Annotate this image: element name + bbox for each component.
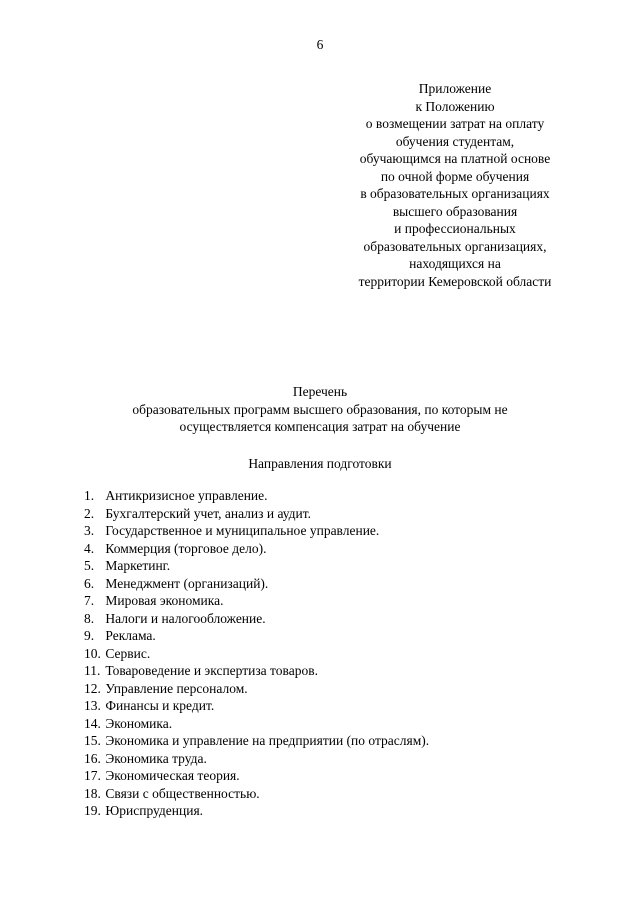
appendix-line: Приложение — [418, 81, 492, 96]
item-number: 13. — [84, 698, 101, 713]
item-text: Бухгалтерский учет, анализ и аудит. — [105, 505, 312, 521]
appendix-line: находящихся на — [409, 256, 501, 271]
item-text: Менеджмент (организаций). — [105, 575, 269, 591]
item-text: Связи с общественностью. — [105, 785, 260, 801]
list-item — [84, 662, 429, 680]
appendix-line: образовательных организациях, — [363, 238, 547, 254]
item-number: 18. — [84, 785, 101, 801]
item-number: 10. — [84, 645, 101, 661]
item-text: Экономическая теория. — [105, 768, 240, 783]
title-heading: Перечень — [292, 384, 348, 399]
list-item — [84, 802, 429, 820]
item-text: Экономика. — [105, 715, 173, 731]
item-number: 3. — [84, 523, 95, 538]
item-text: Мировая экономика. — [105, 593, 224, 608]
item-text: Экономика и управление на предприятии (по отраслям). — [105, 733, 430, 748]
list-item — [84, 487, 429, 505]
list-item — [84, 732, 429, 750]
item-text: Государственное и муниципальное управление. — [105, 523, 380, 538]
list-item — [84, 680, 429, 698]
item-number: 17. — [84, 768, 101, 783]
page-number: 6 — [316, 37, 324, 52]
appendix-line: в образовательных организациях — [360, 186, 550, 201]
item-number: 4. — [84, 540, 95, 556]
item-text: Маркетинг. — [105, 558, 171, 573]
list-item — [84, 750, 429, 768]
item-number: 1. — [84, 488, 95, 503]
item-number: 7. — [84, 593, 95, 608]
item-number: 2. — [84, 505, 95, 521]
item-text: Коммерция (торговое дело). — [105, 540, 267, 556]
item-text: Антикризисное управление. — [105, 488, 268, 503]
item-number: 6. — [84, 575, 95, 591]
item-number: 15. — [84, 733, 101, 748]
item-text: Товароведение и экспертиза товаров. — [105, 663, 318, 678]
section-subheading: Направления подготовки — [248, 456, 392, 471]
document-title — [0, 383, 640, 436]
appendix-line: по очной форме обучения — [380, 168, 530, 184]
item-number: 5. — [84, 558, 95, 573]
list-item — [84, 697, 429, 715]
item-text: Налоги и налогообложение. — [105, 610, 266, 626]
appendix-line: обучения студентам, — [395, 133, 515, 149]
list-item — [84, 557, 429, 575]
appendix-line: обучающимся на платной основе — [359, 151, 551, 166]
list-item — [84, 627, 429, 645]
item-number: 14. — [84, 715, 101, 731]
title-line: образовательных программ высшего образования, по которым не — [132, 401, 508, 417]
list-item — [84, 522, 429, 540]
item-number: 11. — [84, 663, 101, 678]
item-text: Сервис. — [105, 645, 151, 661]
appendix-line: и профессиональных — [394, 221, 516, 236]
list-item — [84, 505, 429, 523]
item-number: 19. — [84, 803, 101, 818]
item-number: 16. — [84, 750, 101, 766]
appendix-line: высшего образования — [392, 203, 518, 219]
list-item — [84, 645, 429, 663]
appendix-line: территории Кемеровской области — [358, 273, 552, 289]
list-item — [84, 540, 429, 558]
item-text: Финансы и кредит. — [105, 698, 215, 713]
list-item — [84, 575, 429, 593]
appendix-header — [330, 80, 580, 290]
item-text: Управление персоналом. — [105, 680, 248, 696]
item-text: Юриспруденция. — [105, 803, 204, 818]
list-item — [84, 715, 429, 733]
item-number: 8. — [84, 610, 95, 626]
programs-list — [84, 487, 429, 820]
item-number: 9. — [84, 628, 95, 643]
item-number: 12. — [84, 680, 101, 696]
appendix-line: к Положению — [415, 98, 495, 114]
title-line: осуществляется компенсация затрат на обучение — [179, 419, 461, 434]
list-item — [84, 610, 429, 628]
item-text: Экономика труда. — [105, 750, 207, 766]
list-item — [84, 592, 429, 610]
item-text: Реклама. — [105, 628, 156, 643]
list-item — [84, 785, 429, 803]
list-item — [84, 767, 429, 785]
appendix-line: о возмещении затрат на оплату — [365, 116, 545, 131]
